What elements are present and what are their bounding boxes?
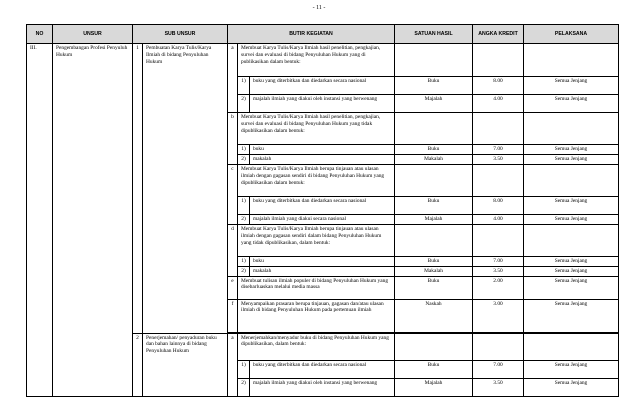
sub-item-number: 1)	[238, 196, 250, 214]
sub-item-text: buku yang diterbitkan dan diedarkan secara nasional	[250, 360, 395, 378]
butir-letter: f	[228, 299, 238, 332]
butir-letter: a	[228, 44, 238, 113]
sub-item-text: majalah ilmiah yang diakui oleh instansi yang berwenang	[250, 378, 395, 396]
angka-kredit: 7.00	[473, 256, 524, 266]
sub-item-number: 2)	[238, 266, 250, 276]
angka-kredit: 4.00	[473, 95, 524, 113]
pelaksana: Semua Jenjang	[524, 95, 619, 113]
sub-item-number: 1)	[238, 77, 250, 95]
header-sub-unsur: SUB UNSUR	[133, 25, 228, 44]
sub-item-text: buku	[250, 256, 395, 266]
header-row	[27, 25, 619, 44]
satuan-hasil: Buku	[395, 196, 473, 214]
angka-kredit: 3.00	[473, 299, 524, 332]
sub-item-number: 2)	[238, 378, 250, 396]
sub-item-text: buku yang diterbitkan dan diedarkan secara nasional	[250, 77, 395, 95]
butir-text: Membuat Karya Tulis/Karya Ilmiah berupa tinjauan atau ulasan ilmiah dengan gagasan sendiri dalam bidang Penyuluhan Hukum yang tidak dipublikasikan, dalam bentuk:	[238, 224, 395, 256]
pelaksana: Semua Jenjang	[524, 214, 619, 224]
pelaksana: Semua Jenjang	[524, 256, 619, 266]
pelaksana: Semua Jenjang	[524, 378, 619, 396]
table-row	[27, 44, 619, 77]
sub-item-number: 1)	[238, 145, 250, 155]
pelaksana: Semua Jenjang	[524, 154, 619, 164]
pelaksana: Semua Jenjang	[524, 196, 619, 214]
satuan-hasil: Naskah	[395, 299, 473, 332]
header-butir-kegiatan: BUTIR KEGIATAN	[228, 25, 395, 44]
angka-kredit: 8.00	[473, 77, 524, 95]
header-pelaksana: PELAKSANA	[524, 25, 619, 44]
butir-letter: b	[228, 113, 238, 165]
pelaksana: Semua Jenjang	[524, 145, 619, 155]
angka-kredit: 3.50	[473, 378, 524, 396]
satuan-hasil: Buku	[395, 77, 473, 95]
butir-text: Membuat Karya Tulis/Karya Ilmiah berupa tinjauan atau ulasan ilmiah dengan gagasan sendiri di bidang Penyuluhan Hukum yang dipublikasikan dalam bentuk:	[238, 164, 395, 196]
page-number: - 11 -	[312, 5, 326, 11]
sub-unsur-label: Penerjemahan/ penyaduran buku dan bahan lainnya di bidang Penyuluhan Hukum	[143, 333, 228, 396]
header-angka-kredit: ANGKA KREDIT	[473, 25, 524, 44]
sub-item-number: 2)	[238, 214, 250, 224]
angka-kredit: 3.50	[473, 266, 524, 276]
kegiatan-table	[26, 24, 619, 397]
angka-kredit: 4.00	[473, 214, 524, 224]
pelaksana: Semua Jenjang	[524, 266, 619, 276]
sub-item-number: 1)	[238, 256, 250, 266]
sub-item-number: 2)	[238, 154, 250, 164]
satuan-hasil: Makalah	[395, 266, 473, 276]
angka-kredit: 2.00	[473, 276, 524, 299]
butir-letter: d	[228, 224, 238, 276]
satuan-hasil: Makalah	[395, 154, 473, 164]
row-unsur: Pengembangan Profesi Penyuluh Hukum	[53, 44, 133, 397]
satuan-hasil: Buku	[395, 360, 473, 378]
pelaksana: Semua Jenjang	[524, 360, 619, 378]
sub-item-text: buku	[250, 145, 395, 155]
sub-item-text: makalah	[250, 266, 395, 276]
butir-text: Membuat Karya Tulis/Karya Ilmiah hasil penelitian, pengkajian, survei dan evaluasi di bidang Penyuluhan Hukum yang tidak dipublikasikan dalam bentuk:	[238, 113, 395, 145]
butir-letter: e	[228, 276, 238, 299]
sub-item-text: majalah ilmiah yang diakui oleh instansi yang berwenang	[250, 95, 395, 113]
sub-item-text: makalah	[250, 154, 395, 164]
pelaksana: Semua Jenjang	[524, 299, 619, 332]
sub-item-number: 2)	[238, 95, 250, 113]
butir-text: Menerjemahkan/menyadur buku di bidang Penyuluhan Hukum yang dipublikasikan, dalam bentuk:	[238, 333, 395, 360]
satuan-hasil: Majalah	[395, 95, 473, 113]
sub-unsur-label: Pembuatan Karya Tulis/Karya Ilmiah di bidang Penyuluhan Hukum	[143, 44, 228, 334]
sub-item-number: 1)	[238, 360, 250, 378]
satuan-hasil: Buku	[395, 145, 473, 155]
angka-kredit: 3.50	[473, 154, 524, 164]
butir-text: Membuat tulisan ilmiah populer di bidang Penyuluhan Hukum yang disebarluaskan melalui media massa	[238, 276, 395, 299]
pelaksana: Semua Jenjang	[524, 77, 619, 95]
sub-item-text: buku yang diterbitkan dan diedarkan secara nasional	[250, 196, 395, 214]
sub-item-text: majalah ilmiah yang diakui secara nasional	[250, 214, 395, 224]
sub-unsur-number: 2	[133, 333, 143, 396]
satuan-hasil: Majalah	[395, 214, 473, 224]
satuan-hasil: Buku	[395, 256, 473, 266]
header-satuan-hasil: SATUAN HASIL	[395, 25, 473, 44]
butir-text: Menyampaikan prasaran berupa tinjauan, gagasan dan/atau ulasan ilmiah di bidang Penyuluhan Hukum pada pertemuan ilmiah	[238, 299, 395, 332]
butir-letter: c	[228, 164, 238, 224]
angka-kredit: 8.00	[473, 196, 524, 214]
row-no: III.	[27, 44, 53, 397]
satuan-hasil: Majalah	[395, 378, 473, 396]
header-unsur: UNSUR	[53, 25, 133, 44]
angka-kredit: 7.00	[473, 145, 524, 155]
angka-kredit: 7.00	[473, 360, 524, 378]
header-no: NO	[27, 25, 53, 44]
pelaksana: Semua Jenjang	[524, 276, 619, 299]
butir-letter: a	[228, 333, 238, 396]
satuan-hasil: Buku	[395, 276, 473, 299]
butir-text: Membuat Karya Tulis/Karya Ilmiah hasil penelitian, pengkajian, survei dan evaluasi di bidang Penyuluhan Hukum yang di publikasikan dalam bentuk:	[238, 44, 395, 77]
sub-unsur-number: 1	[133, 44, 143, 334]
